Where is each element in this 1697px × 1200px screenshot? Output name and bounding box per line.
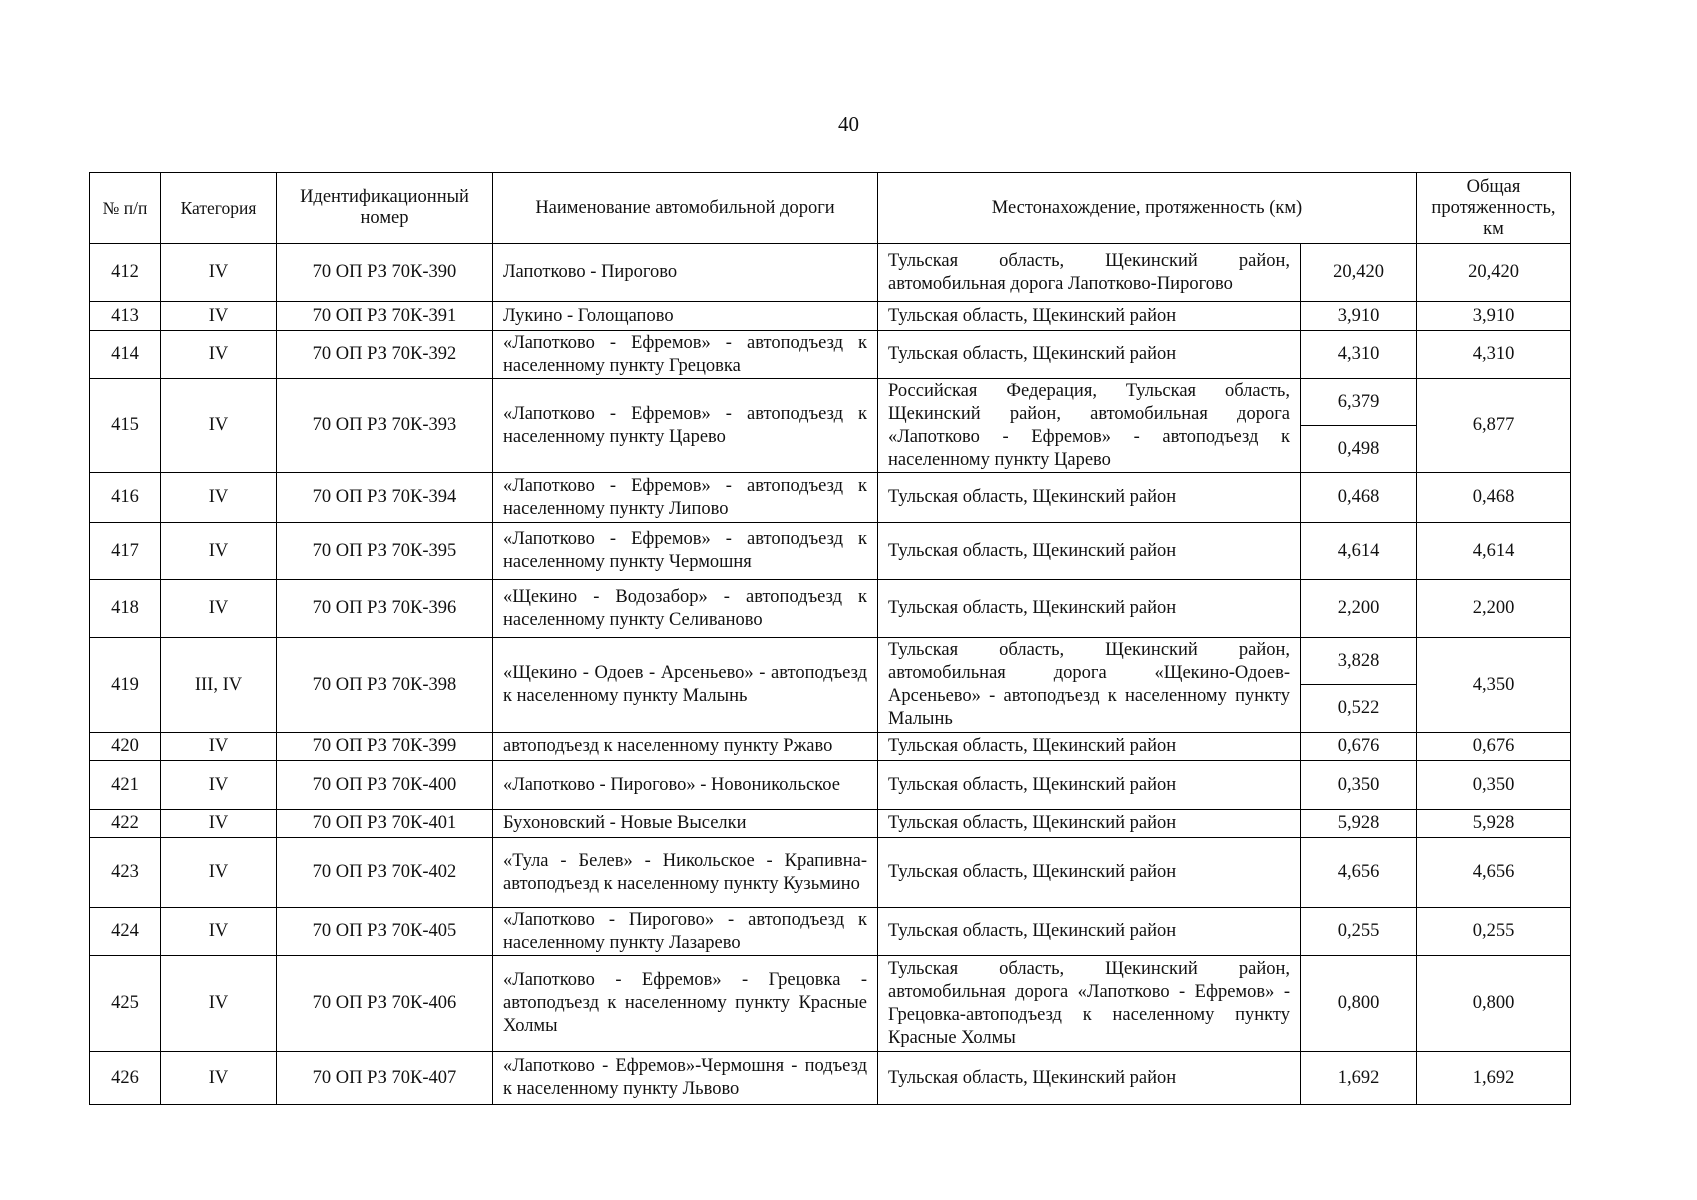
row-road-name: «Лапотково - Пирогово» - автоподъезд к населенному пункту Лазарево (493, 908, 878, 956)
row-id-number: 70 ОП РЗ 70К-391 (277, 302, 493, 331)
row-total-length: 4,656 (1417, 838, 1571, 908)
row-category: IV (161, 379, 277, 473)
row-category: IV (161, 331, 277, 379)
row-number: 418 (90, 580, 161, 638)
row-location: Тульская область, Щекинский район (878, 838, 1301, 908)
row-category: IV (161, 956, 277, 1052)
row-number: 412 (90, 244, 161, 302)
row-location: Тульская область, Щекинский район (878, 761, 1301, 810)
table-row (90, 838, 1571, 908)
row-location: Тульская область, Щекинский район, автомобильная дорога Лапотково-Пирогово (878, 244, 1301, 302)
table-row (90, 244, 1571, 302)
row-id-number: 70 ОП РЗ 70К-392 (277, 331, 493, 379)
row-road-name: «Щекино - Одоев - Арсеньево» - автоподъезд к населенному пункту Малынь (493, 638, 878, 733)
row-category: IV (161, 580, 277, 638)
row-id-number: 70 ОП РЗ 70К-393 (277, 379, 493, 473)
row-id-number: 70 ОП РЗ 70К-405 (277, 908, 493, 956)
row-category: IV (161, 810, 277, 838)
row-location: Тульская область, Щекинский район (878, 331, 1301, 379)
row-segment-length: 3,828 (1301, 638, 1417, 685)
row-road-name: Лапотково - Пирогово (493, 244, 878, 302)
row-location: Тульская область, Щекинский район (878, 302, 1301, 331)
row-segment-length: 2,200 (1301, 580, 1417, 638)
row-number: 420 (90, 733, 161, 761)
header-total: Общая протяженность, км (1417, 173, 1571, 244)
row-id-number: 70 ОП РЗ 70К-402 (277, 838, 493, 908)
row-total-length: 4,350 (1417, 638, 1571, 733)
header-num: № п/п (90, 173, 161, 244)
row-id-number: 70 ОП РЗ 70К-394 (277, 473, 493, 523)
table-row (90, 1052, 1571, 1105)
row-segment-length: 0,468 (1301, 473, 1417, 523)
row-road-name: «Лапотково - Ефремов»-Чермошня - подъезд к населенному пункту Львово (493, 1052, 878, 1105)
row-number: 415 (90, 379, 161, 473)
row-location: Тульская область, Щекинский район, автомобильная дорога «Щекино-Одоев-Арсеньево» - автоподъезд к населенному пункту Малынь (878, 638, 1301, 733)
row-location: Тульская область, Щекинский район (878, 523, 1301, 580)
table-row (90, 331, 1571, 379)
row-category: IV (161, 761, 277, 810)
table-row (90, 810, 1571, 838)
row-total-length: 0,350 (1417, 761, 1571, 810)
row-road-name: Бухоновский - Новые Выселки (493, 810, 878, 838)
table-row (90, 908, 1571, 956)
row-total-length: 20,420 (1417, 244, 1571, 302)
row-total-length: 0,255 (1417, 908, 1571, 956)
table-row (90, 580, 1571, 638)
row-segment-length: 0,498 (1301, 426, 1417, 473)
row-total-length: 5,928 (1417, 810, 1571, 838)
table-row (90, 761, 1571, 810)
row-number: 423 (90, 838, 161, 908)
row-segment-length: 5,928 (1301, 810, 1417, 838)
row-category: IV (161, 838, 277, 908)
row-location: Тульская область, Щекинский район (878, 810, 1301, 838)
row-road-name: «Лапотково - Пирогово» - Новоникольское (493, 761, 878, 810)
row-total-length: 1,692 (1417, 1052, 1571, 1105)
row-segment-length: 4,614 (1301, 523, 1417, 580)
row-road-name: автоподъезд к населенному пункту Ржаво (493, 733, 878, 761)
header-location: Местонахождение, протяженность (км) (878, 173, 1417, 244)
header-id-number: Идентификационный номер (277, 173, 493, 244)
roads-table (89, 172, 1571, 1105)
row-category: IV (161, 473, 277, 523)
row-number: 414 (90, 331, 161, 379)
row-id-number: 70 ОП РЗ 70К-396 (277, 580, 493, 638)
row-segment-length: 4,310 (1301, 331, 1417, 379)
row-segment-length: 0,676 (1301, 733, 1417, 761)
row-location: Тульская область, Щекинский район (878, 733, 1301, 761)
row-category: IV (161, 733, 277, 761)
row-id-number: 70 ОП РЗ 70К-390 (277, 244, 493, 302)
row-number: 417 (90, 523, 161, 580)
row-category: IV (161, 523, 277, 580)
row-category: III, IV (161, 638, 277, 733)
row-category: IV (161, 1052, 277, 1105)
row-id-number: 70 ОП РЗ 70К-400 (277, 761, 493, 810)
row-segment-length: 3,910 (1301, 302, 1417, 331)
row-number: 416 (90, 473, 161, 523)
row-road-name: «Лапотково - Ефремов» - Грецовка - автоподъезд к населенному пункту Красные Холмы (493, 956, 878, 1052)
row-category: IV (161, 908, 277, 956)
row-total-length: 4,310 (1417, 331, 1571, 379)
table-row (90, 379, 1571, 426)
row-segment-length: 0,800 (1301, 956, 1417, 1052)
row-number: 422 (90, 810, 161, 838)
table-row (90, 733, 1571, 761)
table-row (90, 473, 1571, 523)
row-location: Тульская область, Щекинский район (878, 473, 1301, 523)
row-road-name: «Лапотково - Ефремов» - автоподъезд к населенному пункту Чермошня (493, 523, 878, 580)
row-category: IV (161, 244, 277, 302)
row-road-name: «Лапотково - Ефремов» - автоподъезд к населенному пункту Липово (493, 473, 878, 523)
row-location: Российская Федерация, Тульская область, Щекинский район, автомобильная дорога «Лапотково - Ефремов» - автоподъезд к населенному пункту Царево (878, 379, 1301, 473)
row-total-length: 0,468 (1417, 473, 1571, 523)
row-id-number: 70 ОП РЗ 70К-407 (277, 1052, 493, 1105)
row-location: Тульская область, Щекинский район, автомобильная дорога «Лапотково - Ефремов» - Грецовка-автоподъезд к населенному пункту Красные Холмы (878, 956, 1301, 1052)
row-segment-length: 0,350 (1301, 761, 1417, 810)
header-row (90, 173, 1571, 244)
row-location: Тульская область, Щекинский район (878, 580, 1301, 638)
row-number: 413 (90, 302, 161, 331)
row-number: 424 (90, 908, 161, 956)
row-road-name: «Лапотково - Ефремов» - автоподъезд к населенному пункту Царево (493, 379, 878, 473)
row-number: 421 (90, 761, 161, 810)
row-segment-length: 4,656 (1301, 838, 1417, 908)
row-id-number: 70 ОП РЗ 70К-395 (277, 523, 493, 580)
row-segment-length: 6,379 (1301, 379, 1417, 426)
row-total-length: 6,877 (1417, 379, 1571, 473)
table-row (90, 956, 1571, 1052)
table-row (90, 523, 1571, 580)
header-category: Категория (161, 173, 277, 244)
row-road-name: «Щекино - Водозабор» - автоподъезд к населенному пункту Селиваново (493, 580, 878, 638)
row-segment-length: 1,692 (1301, 1052, 1417, 1105)
row-number: 419 (90, 638, 161, 733)
row-total-length: 4,614 (1417, 523, 1571, 580)
row-id-number: 70 ОП РЗ 70К-399 (277, 733, 493, 761)
row-location: Тульская область, Щекинский район (878, 1052, 1301, 1105)
row-segment-length: 20,420 (1301, 244, 1417, 302)
row-road-name: Лукино - Голощапово (493, 302, 878, 331)
row-number: 425 (90, 956, 161, 1052)
row-id-number: 70 ОП РЗ 70К-406 (277, 956, 493, 1052)
row-total-length: 3,910 (1417, 302, 1571, 331)
row-category: IV (161, 302, 277, 331)
row-number: 426 (90, 1052, 161, 1105)
table-row (90, 638, 1571, 685)
row-road-name: «Тула - Белев» - Никольское - Крапивна-автоподъезд к населенному пункту Кузьмино (493, 838, 878, 908)
header-name: Наименование автомобильной дороги (493, 173, 878, 244)
row-road-name: «Лапотково - Ефремов» - автоподъезд к населенному пункту Грецовка (493, 331, 878, 379)
table-row (90, 302, 1571, 331)
row-total-length: 0,800 (1417, 956, 1571, 1052)
page-number: 40 (838, 112, 859, 136)
row-total-length: 0,676 (1417, 733, 1571, 761)
row-location: Тульская область, Щекинский район (878, 908, 1301, 956)
row-id-number: 70 ОП РЗ 70К-401 (277, 810, 493, 838)
row-segment-length: 0,255 (1301, 908, 1417, 956)
row-total-length: 2,200 (1417, 580, 1571, 638)
row-segment-length: 0,522 (1301, 685, 1417, 733)
row-id-number: 70 ОП РЗ 70К-398 (277, 638, 493, 733)
